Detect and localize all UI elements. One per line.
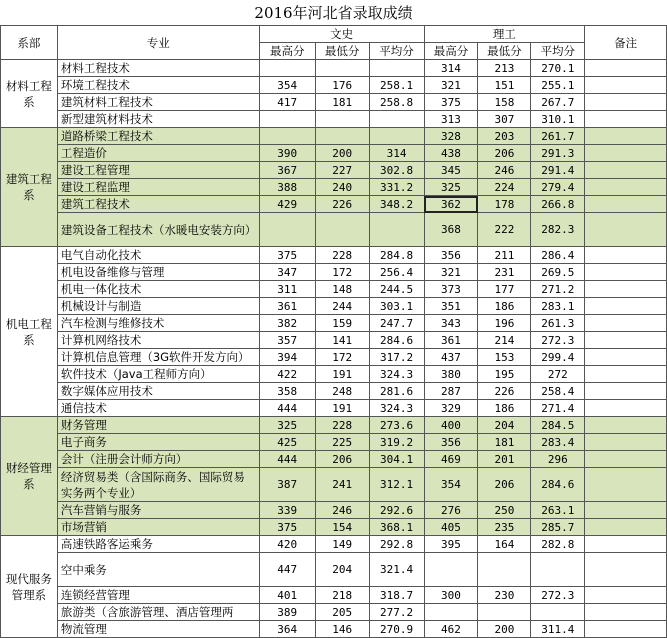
wenshi-min-cell[interactable]: 228 — [315, 417, 369, 434]
header-l-max[interactable]: 最高分 — [424, 43, 478, 60]
wenshi-max-cell[interactable]: 444 — [259, 400, 315, 417]
like-min-cell[interactable]: 186 — [478, 400, 531, 417]
wenshi-min-cell[interactable]: 205 — [315, 604, 369, 621]
like-avg-cell[interactable]: 311.4 — [531, 621, 585, 638]
wenshi-max-cell[interactable]: 390 — [259, 145, 315, 162]
wenshi-avg-cell[interactable]: 258.8 — [369, 94, 424, 111]
wenshi-max-cell[interactable]: 311 — [259, 281, 315, 298]
wenshi-min-cell[interactable] — [315, 60, 369, 77]
table-row — [1, 366, 667, 383]
header-w-avg[interactable]: 平均分 — [369, 43, 424, 60]
wenshi-max-cell[interactable]: 347 — [259, 264, 315, 281]
wenshi-min-cell[interactable]: 191 — [315, 366, 369, 383]
like-min-cell[interactable]: 164 — [478, 536, 531, 553]
table-row — [1, 451, 667, 468]
remark-cell[interactable] — [585, 298, 667, 315]
remark-cell[interactable] — [585, 94, 667, 111]
wenshi-max-cell[interactable]: 422 — [259, 366, 315, 383]
table-row — [1, 315, 667, 332]
remark-cell[interactable] — [585, 604, 667, 621]
remark-cell[interactable] — [585, 179, 667, 196]
wenshi-min-cell[interactable]: 225 — [315, 434, 369, 451]
remark-cell[interactable] — [585, 332, 667, 349]
major-cell[interactable]: 机械设计与制造 — [57, 298, 259, 315]
dept-cell[interactable]: 财经管理系 — [1, 417, 58, 536]
header-wenshi[interactable]: 文史 — [259, 26, 424, 43]
header-like[interactable]: 理工 — [424, 26, 585, 43]
like-min-cell[interactable]: 201 — [478, 451, 531, 468]
like-avg-cell[interactable] — [531, 604, 585, 621]
table-row — [1, 281, 667, 298]
like-max-cell[interactable]: 373 — [424, 281, 478, 298]
like-avg-cell[interactable]: 271.2 — [531, 281, 585, 298]
major-cell[interactable]: 计算机网络技术 — [57, 332, 259, 349]
wenshi-avg-cell[interactable]: 273.6 — [369, 417, 424, 434]
like-avg-cell[interactable]: 310.1 — [531, 111, 585, 128]
wenshi-max-cell[interactable]: 375 — [259, 247, 315, 264]
like-avg-cell[interactable]: 258.4 — [531, 383, 585, 400]
table-row — [1, 298, 667, 315]
remark-cell[interactable] — [585, 366, 667, 383]
wenshi-avg-cell[interactable]: 292.8 — [369, 536, 424, 553]
major-cell[interactable]: 高速铁路客运乘务 — [57, 536, 259, 553]
wenshi-max-cell[interactable] — [259, 128, 315, 145]
table-row — [1, 587, 667, 604]
wenshi-avg-cell[interactable]: 319.2 — [369, 434, 424, 451]
wenshi-min-cell[interactable]: 172 — [315, 349, 369, 366]
like-min-cell[interactable]: 206 — [478, 468, 531, 502]
dept-cell[interactable]: 机电工程系 — [1, 247, 58, 417]
like-max-cell[interactable]: 329 — [424, 400, 478, 417]
major-cell[interactable]: 数字媒体应用技术 — [57, 383, 259, 400]
table-row — [1, 468, 667, 502]
wenshi-min-cell[interactable]: 226 — [315, 196, 369, 213]
like-max-cell[interactable]: 356 — [424, 434, 478, 451]
wenshi-min-cell[interactable]: 148 — [315, 281, 369, 298]
wenshi-avg-cell[interactable]: 270.9 — [369, 621, 424, 638]
table-row — [1, 383, 667, 400]
table-row — [1, 621, 667, 638]
like-max-cell[interactable]: 287 — [424, 383, 478, 400]
major-cell[interactable]: 财务管理 — [57, 417, 259, 434]
wenshi-min-cell[interactable]: 200 — [315, 145, 369, 162]
wenshi-max-cell[interactable]: 401 — [259, 587, 315, 604]
like-min-cell[interactable]: 214 — [478, 332, 531, 349]
remark-cell[interactable] — [585, 536, 667, 553]
like-max-cell[interactable]: 321 — [424, 264, 478, 281]
wenshi-max-cell[interactable]: 339 — [259, 502, 315, 519]
wenshi-avg-cell[interactable] — [369, 111, 424, 128]
wenshi-max-cell[interactable]: 357 — [259, 332, 315, 349]
like-min-cell[interactable]: 211 — [478, 247, 531, 264]
remark-cell[interactable] — [585, 60, 667, 77]
wenshi-avg-cell[interactable]: 258.1 — [369, 77, 424, 94]
remark-cell[interactable] — [585, 145, 667, 162]
wenshi-min-cell[interactable]: 227 — [315, 162, 369, 179]
major-cell[interactable]: 道路桥梁工程技术 — [57, 128, 259, 145]
remark-cell[interactable] — [585, 383, 667, 400]
major-cell[interactable]: 会计（注册会计师方向） — [57, 451, 259, 468]
like-min-cell[interactable]: 181 — [478, 434, 531, 451]
remark-cell[interactable] — [585, 587, 667, 604]
like-avg-cell[interactable]: 282.3 — [531, 213, 585, 247]
like-max-cell[interactable]: 380 — [424, 366, 478, 383]
wenshi-avg-cell[interactable] — [369, 60, 424, 77]
remark-cell[interactable] — [585, 281, 667, 298]
like-min-cell[interactable]: 203 — [478, 128, 531, 145]
wenshi-max-cell[interactable]: 375 — [259, 519, 315, 536]
major-cell[interactable]: 电子商务 — [57, 434, 259, 451]
major-cell[interactable]: 计算机信息管理（3G软件开发方向） — [57, 349, 259, 366]
like-max-cell[interactable]: 276 — [424, 502, 478, 519]
like-min-cell[interactable]: 196 — [478, 315, 531, 332]
like-min-cell[interactable]: 250 — [478, 502, 531, 519]
wenshi-max-cell[interactable]: 387 — [259, 468, 315, 502]
like-max-cell[interactable] — [424, 553, 478, 587]
wenshi-avg-cell[interactable]: 317.2 — [369, 349, 424, 366]
table-row — [1, 349, 667, 366]
like-max-cell[interactable]: 321 — [424, 77, 478, 94]
wenshi-max-cell[interactable]: 444 — [259, 451, 315, 468]
wenshi-max-cell[interactable]: 325 — [259, 417, 315, 434]
wenshi-min-cell[interactable]: 154 — [315, 519, 369, 536]
like-avg-cell[interactable]: 255.1 — [531, 77, 585, 94]
like-avg-cell[interactable]: 279.4 — [531, 179, 585, 196]
wenshi-avg-cell[interactable]: 256.4 — [369, 264, 424, 281]
wenshi-min-cell[interactable] — [315, 128, 369, 145]
wenshi-min-cell[interactable]: 241 — [315, 468, 369, 502]
header-dept[interactable]: 系部 — [1, 26, 58, 60]
major-cell[interactable]: 建筑材料工程技术 — [57, 94, 259, 111]
like-min-cell[interactable]: 186 — [478, 298, 531, 315]
like-min-cell[interactable]: 151 — [478, 77, 531, 94]
like-avg-cell[interactable]: 285.7 — [531, 519, 585, 536]
wenshi-avg-cell[interactable]: 292.6 — [369, 502, 424, 519]
wenshi-min-cell[interactable]: 246 — [315, 502, 369, 519]
wenshi-max-cell[interactable] — [259, 213, 315, 247]
major-cell[interactable]: 建设工程监理 — [57, 179, 259, 196]
major-cell[interactable]: 工程造价 — [57, 145, 259, 162]
major-cell[interactable]: 连锁经营管理 — [57, 587, 259, 604]
remark-cell[interactable] — [585, 434, 667, 451]
like-min-cell[interactable]: 246 — [478, 162, 531, 179]
like-max-cell[interactable]: 300 — [424, 587, 478, 604]
major-cell[interactable]: 汽车营销与服务 — [57, 502, 259, 519]
like-min-cell[interactable] — [478, 604, 531, 621]
wenshi-max-cell[interactable]: 364 — [259, 621, 315, 638]
like-min-cell[interactable]: 307 — [478, 111, 531, 128]
wenshi-max-cell[interactable]: 361 — [259, 298, 315, 315]
header-w-max[interactable]: 最高分 — [259, 43, 315, 60]
wenshi-avg-cell[interactable]: 244.5 — [369, 281, 424, 298]
wenshi-avg-cell[interactable]: 324.3 — [369, 400, 424, 417]
wenshi-min-cell[interactable]: 191 — [315, 400, 369, 417]
like-min-cell[interactable]: 224 — [478, 179, 531, 196]
wenshi-avg-cell[interactable]: 277.2 — [369, 604, 424, 621]
major-cell[interactable]: 机电一体化技术 — [57, 281, 259, 298]
like-min-cell[interactable]: 226 — [478, 383, 531, 400]
like-max-cell[interactable]: 351 — [424, 298, 478, 315]
table-row — [1, 145, 667, 162]
remark-cell[interactable] — [585, 502, 667, 519]
like-avg-cell[interactable]: 282.8 — [531, 536, 585, 553]
like-min-cell[interactable] — [478, 553, 531, 587]
like-avg-cell[interactable]: 291.4 — [531, 162, 585, 179]
table-row — [1, 400, 667, 417]
like-max-cell[interactable]: 345 — [424, 162, 478, 179]
wenshi-max-cell[interactable]: 447 — [259, 553, 315, 587]
wenshi-avg-cell[interactable]: 302.8 — [369, 162, 424, 179]
like-max-cell[interactable]: 462 — [424, 621, 478, 638]
wenshi-min-cell[interactable]: 159 — [315, 315, 369, 332]
major-cell[interactable]: 旅游类（含旅游管理、酒店管理两 — [57, 604, 259, 621]
table-row — [1, 60, 667, 77]
like-max-cell[interactable]: 356 — [424, 247, 478, 264]
wenshi-min-cell[interactable]: 248 — [315, 383, 369, 400]
table-row — [1, 196, 667, 213]
header-major[interactable]: 专业 — [57, 26, 259, 60]
like-avg-cell[interactable]: 284.6 — [531, 468, 585, 502]
wenshi-avg-cell[interactable]: 247.7 — [369, 315, 424, 332]
like-max-cell[interactable]: 438 — [424, 145, 478, 162]
wenshi-avg-cell[interactable] — [369, 128, 424, 145]
like-avg-cell[interactable]: 283.4 — [531, 434, 585, 451]
remark-cell[interactable] — [585, 162, 667, 179]
header-w-min[interactable]: 最低分 — [315, 43, 369, 60]
like-avg-cell[interactable]: 272 — [531, 366, 585, 383]
like-avg-cell[interactable]: 286.4 — [531, 247, 585, 264]
table-row — [1, 519, 667, 536]
wenshi-avg-cell[interactable]: 303.1 — [369, 298, 424, 315]
dept-cell[interactable]: 建筑工程系 — [1, 128, 58, 247]
remark-cell[interactable] — [585, 417, 667, 434]
wenshi-avg-cell[interactable] — [369, 213, 424, 247]
wenshi-max-cell[interactable]: 388 — [259, 179, 315, 196]
remark-cell[interactable] — [585, 553, 667, 587]
remark-cell[interactable] — [585, 213, 667, 247]
wenshi-max-cell[interactable]: 358 — [259, 383, 315, 400]
table-row — [1, 111, 667, 128]
wenshi-max-cell[interactable]: 420 — [259, 536, 315, 553]
wenshi-min-cell[interactable]: 141 — [315, 332, 369, 349]
like-avg-cell[interactable]: 283.1 — [531, 298, 585, 315]
like-min-cell[interactable]: 177 — [478, 281, 531, 298]
major-cell[interactable]: 物流管理 — [57, 621, 259, 638]
remark-cell[interactable] — [585, 264, 667, 281]
major-cell[interactable]: 经济贸易类（含国际商务、国际贸易实务两个专业） — [57, 468, 259, 502]
table-row — [1, 417, 667, 434]
like-max-cell[interactable]: 314 — [424, 60, 478, 77]
major-cell[interactable]: 通信技术 — [57, 400, 259, 417]
like-max-cell[interactable]: 354 — [424, 468, 478, 502]
table-title: 2016年河北省录取成绩 — [1, 0, 667, 26]
table-row — [1, 536, 667, 553]
major-cell[interactable]: 机电设备维修与管理 — [57, 264, 259, 281]
wenshi-avg-cell[interactable]: 321.4 — [369, 553, 424, 587]
wenshi-avg-cell[interactable]: 318.7 — [369, 587, 424, 604]
wenshi-avg-cell[interactable]: 368.1 — [369, 519, 424, 536]
like-min-cell[interactable]: 230 — [478, 587, 531, 604]
like-min-cell[interactable]: 200 — [478, 621, 531, 638]
remark-cell[interactable] — [585, 77, 667, 94]
like-max-cell[interactable]: 361 — [424, 332, 478, 349]
like-avg-cell[interactable]: 271.4 — [531, 400, 585, 417]
like-max-cell[interactable]: 395 — [424, 536, 478, 553]
major-cell[interactable]: 空中乘务 — [57, 553, 259, 587]
like-min-cell[interactable]: 213 — [478, 60, 531, 77]
dept-cell[interactable]: 现代服务管理系 — [1, 536, 58, 638]
like-max-cell[interactable]: 362 — [424, 196, 478, 213]
table-row — [1, 162, 667, 179]
wenshi-min-cell[interactable]: 228 — [315, 247, 369, 264]
like-max-cell[interactable]: 368 — [424, 213, 478, 247]
like-avg-cell[interactable]: 263.1 — [531, 502, 585, 519]
like-avg-cell[interactable] — [531, 553, 585, 587]
wenshi-max-cell[interactable]: 429 — [259, 196, 315, 213]
like-min-cell[interactable]: 153 — [478, 349, 531, 366]
table-row — [1, 77, 667, 94]
major-cell[interactable]: 软件技术（Java工程师方向） — [57, 366, 259, 383]
wenshi-avg-cell[interactable]: 304.1 — [369, 451, 424, 468]
wenshi-avg-cell[interactable]: 331.2 — [369, 179, 424, 196]
like-max-cell[interactable]: 328 — [424, 128, 478, 145]
remark-cell[interactable] — [585, 196, 667, 213]
header-l-min[interactable]: 最低分 — [478, 43, 531, 60]
like-avg-cell[interactable]: 266.8 — [531, 196, 585, 213]
remark-cell[interactable] — [585, 128, 667, 145]
table-row — [1, 604, 667, 621]
major-cell[interactable]: 建筑设备工程技术（水暖电安装方向） — [57, 213, 259, 247]
wenshi-min-cell[interactable]: 244 — [315, 298, 369, 315]
like-avg-cell[interactable]: 296 — [531, 451, 585, 468]
major-cell[interactable]: 电气自动化技术 — [57, 247, 259, 264]
major-cell[interactable]: 新型建筑材料技术 — [57, 111, 259, 128]
wenshi-avg-cell[interactable]: 312.1 — [369, 468, 424, 502]
header-remark[interactable]: 备注 — [585, 26, 667, 60]
like-min-cell[interactable]: 235 — [478, 519, 531, 536]
like-avg-cell[interactable]: 284.5 — [531, 417, 585, 434]
like-avg-cell[interactable]: 267.7 — [531, 94, 585, 111]
header-l-avg[interactable]: 平均分 — [531, 43, 585, 60]
like-max-cell[interactable]: 325 — [424, 179, 478, 196]
remark-cell[interactable] — [585, 621, 667, 638]
remark-cell[interactable] — [585, 247, 667, 264]
table-row — [1, 553, 667, 587]
wenshi-avg-cell[interactable]: 284.6 — [369, 332, 424, 349]
like-max-cell[interactable]: 343 — [424, 315, 478, 332]
wenshi-avg-cell[interactable]: 324.3 — [369, 366, 424, 383]
like-min-cell[interactable]: 204 — [478, 417, 531, 434]
like-min-cell[interactable]: 222 — [478, 213, 531, 247]
like-max-cell[interactable]: 375 — [424, 94, 478, 111]
like-avg-cell[interactable]: 299.4 — [531, 349, 585, 366]
major-cell[interactable]: 建筑工程技术 — [57, 196, 259, 213]
wenshi-min-cell[interactable]: 218 — [315, 587, 369, 604]
remark-cell[interactable] — [585, 111, 667, 128]
like-avg-cell[interactable]: 272.3 — [531, 332, 585, 349]
table-row — [1, 128, 667, 145]
like-max-cell[interactable]: 400 — [424, 417, 478, 434]
wenshi-avg-cell[interactable]: 284.8 — [369, 247, 424, 264]
remark-cell[interactable] — [585, 400, 667, 417]
like-avg-cell[interactable]: 261.7 — [531, 128, 585, 145]
wenshi-min-cell[interactable]: 149 — [315, 536, 369, 553]
major-cell[interactable]: 建设工程管理 — [57, 162, 259, 179]
table-row — [1, 94, 667, 111]
remark-cell[interactable] — [585, 468, 667, 502]
wenshi-max-cell[interactable] — [259, 111, 315, 128]
like-min-cell[interactable]: 158 — [478, 94, 531, 111]
wenshi-max-cell[interactable]: 417 — [259, 94, 315, 111]
wenshi-max-cell[interactable] — [259, 60, 315, 77]
like-min-cell[interactable]: 178 — [478, 196, 531, 213]
like-avg-cell[interactable]: 272.3 — [531, 587, 585, 604]
like-avg-cell[interactable]: 291.3 — [531, 145, 585, 162]
table-row — [1, 213, 667, 247]
like-avg-cell[interactable]: 261.3 — [531, 315, 585, 332]
like-avg-cell[interactable]: 270.1 — [531, 60, 585, 77]
wenshi-max-cell[interactable]: 389 — [259, 604, 315, 621]
wenshi-min-cell[interactable] — [315, 111, 369, 128]
wenshi-max-cell[interactable]: 367 — [259, 162, 315, 179]
wenshi-min-cell[interactable]: 176 — [315, 77, 369, 94]
like-min-cell[interactable]: 195 — [478, 366, 531, 383]
remark-cell[interactable] — [585, 451, 667, 468]
table-row — [1, 332, 667, 349]
wenshi-min-cell[interactable]: 204 — [315, 553, 369, 587]
wenshi-min-cell[interactable]: 172 — [315, 264, 369, 281]
table-row — [1, 502, 667, 519]
wenshi-max-cell[interactable]: 354 — [259, 77, 315, 94]
wenshi-min-cell[interactable]: 146 — [315, 621, 369, 638]
wenshi-avg-cell[interactable]: 348.2 — [369, 196, 424, 213]
like-max-cell[interactable] — [424, 604, 478, 621]
wenshi-min-cell[interactable]: 206 — [315, 451, 369, 468]
wenshi-min-cell[interactable]: 181 — [315, 94, 369, 111]
major-cell[interactable]: 材料工程技术 — [57, 60, 259, 77]
table-row — [1, 179, 667, 196]
wenshi-avg-cell[interactable]: 314 — [369, 145, 424, 162]
like-max-cell[interactable]: 469 — [424, 451, 478, 468]
like-min-cell[interactable]: 231 — [478, 264, 531, 281]
wenshi-max-cell[interactable]: 425 — [259, 434, 315, 451]
wenshi-min-cell[interactable]: 240 — [315, 179, 369, 196]
wenshi-avg-cell[interactable]: 281.6 — [369, 383, 424, 400]
remark-cell[interactable] — [585, 315, 667, 332]
table-row — [1, 247, 667, 264]
table-row — [1, 264, 667, 281]
like-min-cell[interactable]: 206 — [478, 145, 531, 162]
remark-cell[interactable] — [585, 519, 667, 536]
dept-cell[interactable]: 材料工程系 — [1, 60, 58, 128]
like-max-cell[interactable]: 437 — [424, 349, 478, 366]
major-cell[interactable]: 环境工程技术 — [57, 77, 259, 94]
table-row — [1, 434, 667, 451]
wenshi-max-cell[interactable]: 394 — [259, 349, 315, 366]
wenshi-min-cell[interactable] — [315, 213, 369, 247]
remark-cell[interactable] — [585, 349, 667, 366]
like-avg-cell[interactable]: 269.5 — [531, 264, 585, 281]
major-cell[interactable]: 市场营销 — [57, 519, 259, 536]
major-cell[interactable]: 汽车检测与维修技术 — [57, 315, 259, 332]
wenshi-max-cell[interactable]: 382 — [259, 315, 315, 332]
like-max-cell[interactable]: 313 — [424, 111, 478, 128]
like-max-cell[interactable]: 405 — [424, 519, 478, 536]
